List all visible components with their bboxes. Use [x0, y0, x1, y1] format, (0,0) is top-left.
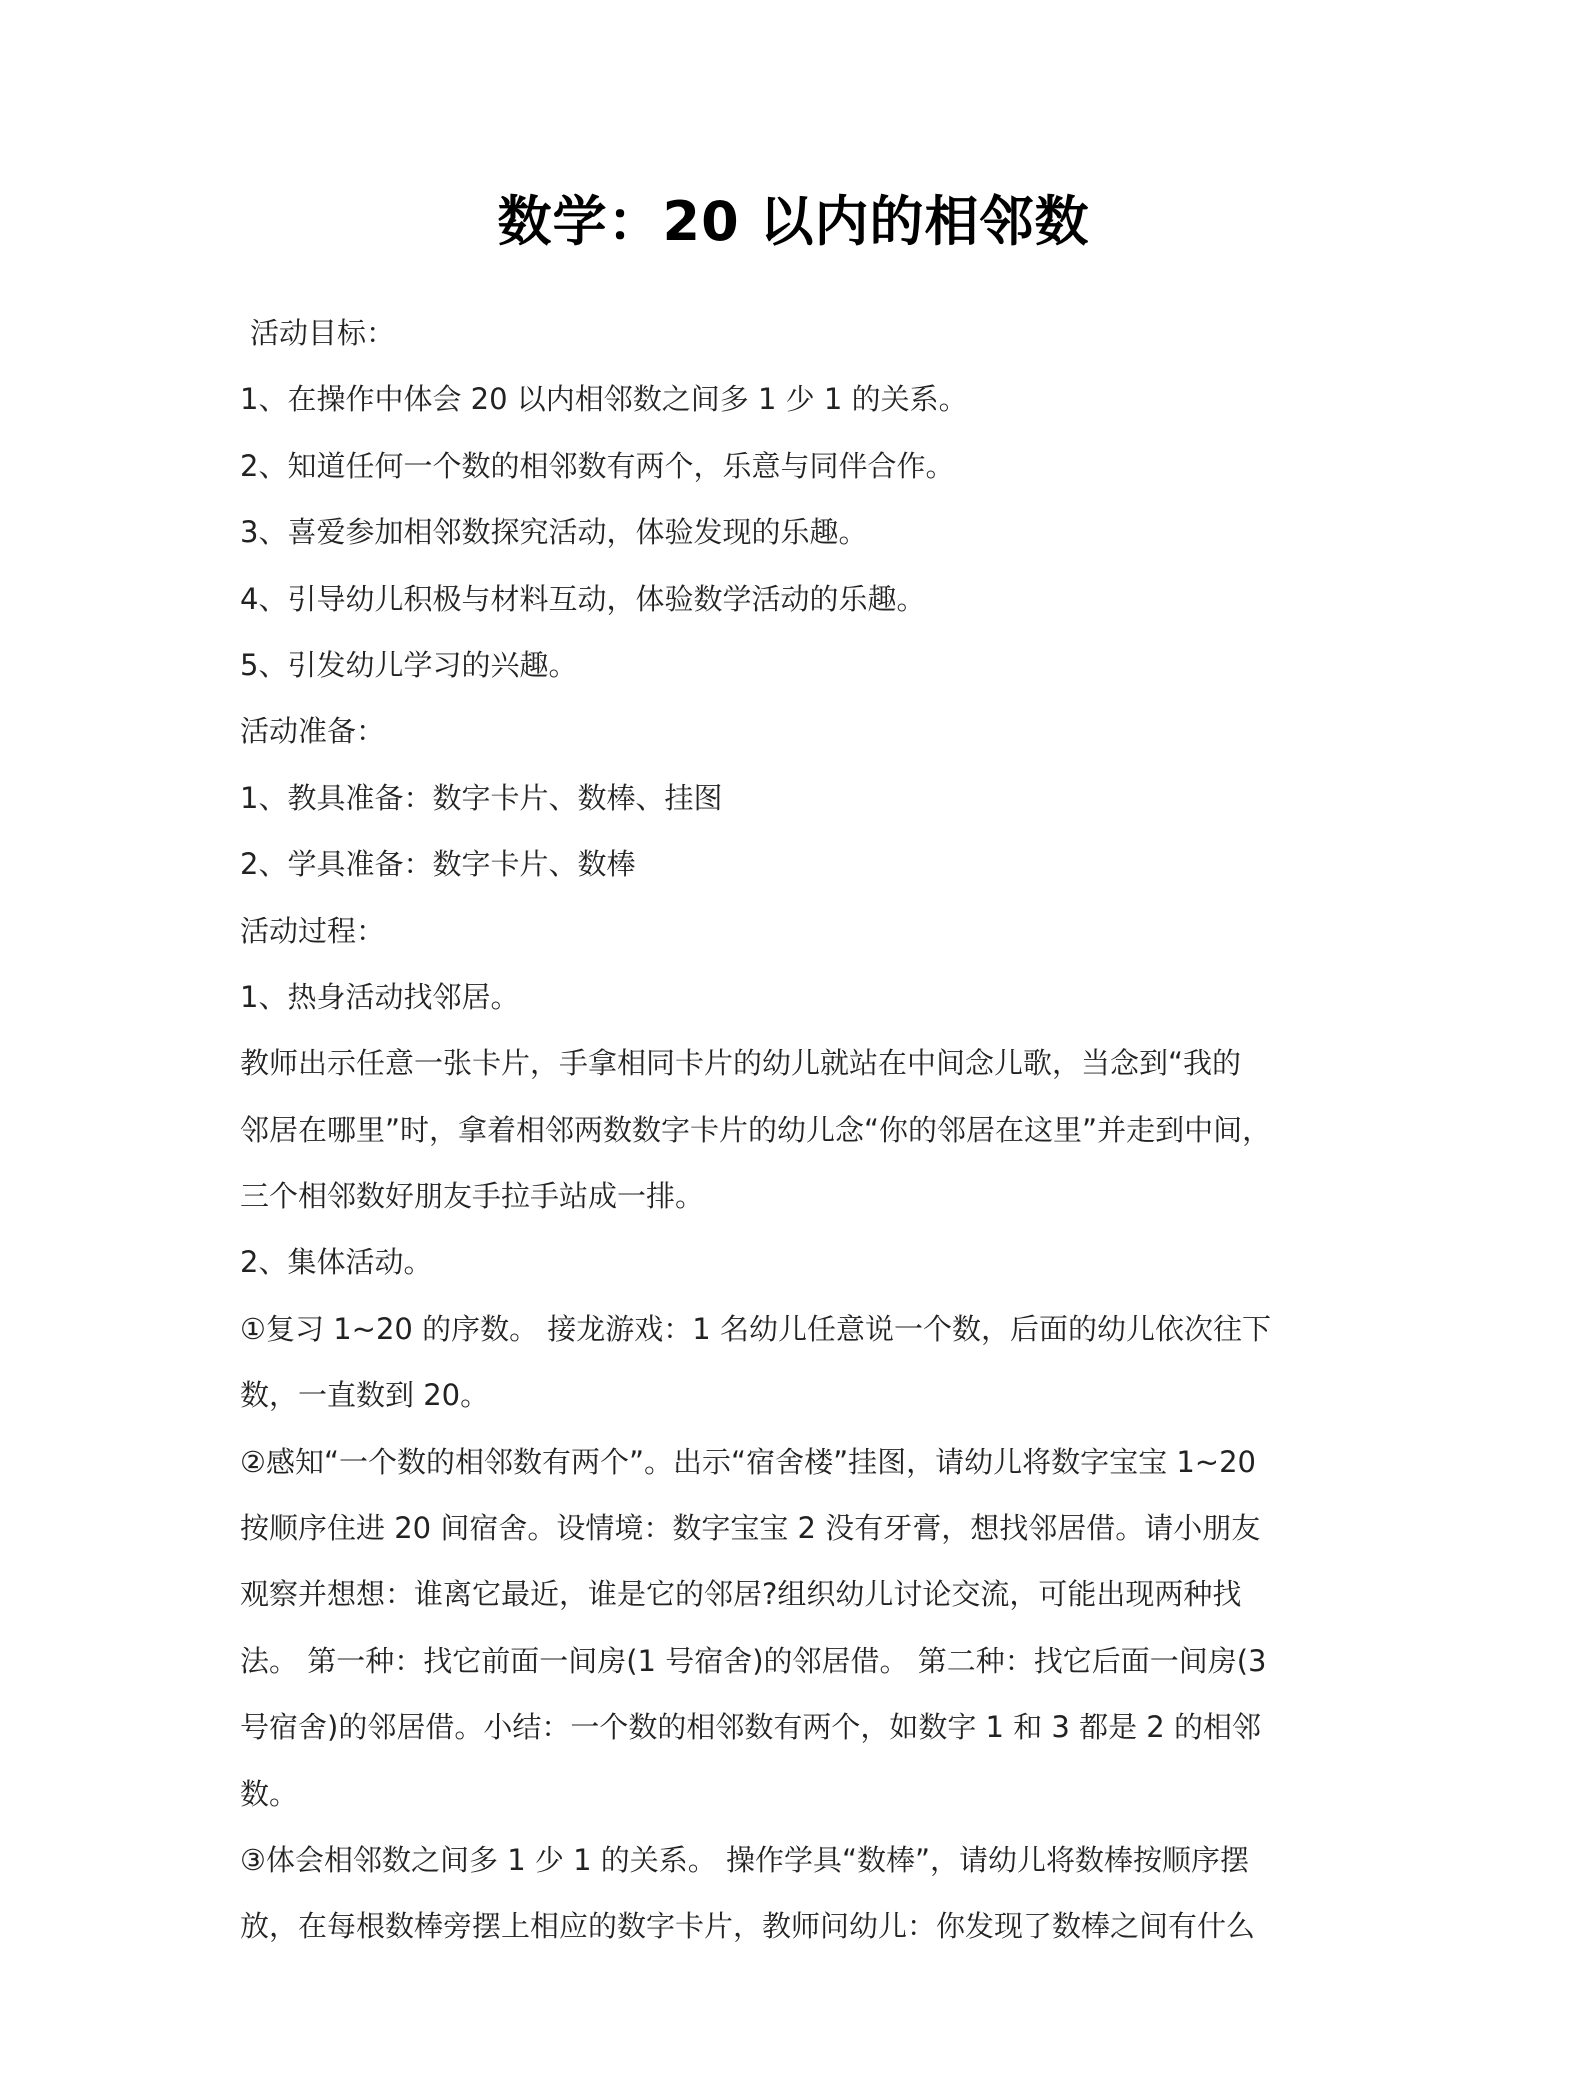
paragraph-line: 三个相邻数好朋友手拉手站成一排。 [240, 1179, 705, 1214]
objective-item: 1、在操作中体会 20 以内相邻数之间多 1 少 1 的关系。 [240, 382, 968, 417]
paragraph-line: ①复习 1~20 的序数。 接龙游戏：1 名幼儿任意说一个数，后面的幼儿依次往下 [240, 1311, 1271, 1346]
section-heading-objectives: 活动目标： [250, 316, 396, 350]
paragraph-line: ③体会相邻数之间多 1 少 1 的关系。 操作学具“数棒”，请幼儿将数棒按顺序摆 [240, 1842, 1250, 1877]
section-heading-preparation: 活动准备： [240, 714, 386, 749]
paragraph-line: 放，在每根数棒旁摆上相应的数字卡片，教师问幼儿：你发现了数棒之间有什么 [240, 1909, 1256, 1944]
paragraph-line: ②感知“一个数的相邻数有两个”。出示“宿舍楼”挂图，请幼儿将数字宝宝 1~20 [240, 1444, 1256, 1479]
document-body [240, 300, 1340, 1960]
section-heading-process: 活动过程： [240, 913, 386, 948]
paragraph-line: 教师出示任意一张卡片，手拿相同卡片的幼儿就站在中间念儿歌，当念到“我的 [240, 1046, 1242, 1081]
document-title: 数学：20 以内的相邻数 [497, 190, 1090, 254]
objective-item: 2、知道任何一个数的相邻数有两个，乐意与同伴合作。 [240, 448, 955, 483]
preparation-item: 2、学具准备：数字卡片、数棒 [240, 847, 636, 882]
paragraph-line: 数。 [240, 1776, 299, 1811]
preparation-item: 1、教具准备：数字卡片、数棒、挂图 [240, 780, 723, 815]
paragraph-line: 数，一直数到 20。 [240, 1378, 490, 1413]
objective-item: 3、喜爱参加相邻数探究活动，体验发现的乐趣。 [240, 515, 868, 550]
paragraph-line: 按顺序住进 20 间宿舍。设情境：数字宝宝 2 没有牙膏，想找邻居借。请小朋友 [240, 1511, 1261, 1546]
paragraph-line: 号宿舍)的邻居借。小结：一个数的相邻数有两个，如数字 1 和 3 都是 2 的相邻 [240, 1710, 1261, 1745]
paragraph-line: 观察并想想：谁离它最近，谁是它的邻居?组织幼儿讨论交流，可能出现两种找 [240, 1577, 1242, 1612]
process-step-heading: 1、热身活动找邻居。 [240, 979, 520, 1014]
paragraph-line: 法。 第一种：找它前面一间房(1 号宿舍)的邻居借。 第二种：找它后面一间房(3 [240, 1643, 1267, 1678]
paragraph-line: 邻居在哪里”时，拿着相邻两数数字卡片的幼儿念“你的邻居在这里”并走到中间， [240, 1112, 1272, 1147]
objective-item: 4、引导幼儿积极与材料互动，体验数学活动的乐趣。 [240, 581, 926, 616]
process-step-heading: 2、集体活动。 [240, 1245, 433, 1280]
objective-item: 5、引发幼儿学习的兴趣。 [240, 647, 578, 682]
